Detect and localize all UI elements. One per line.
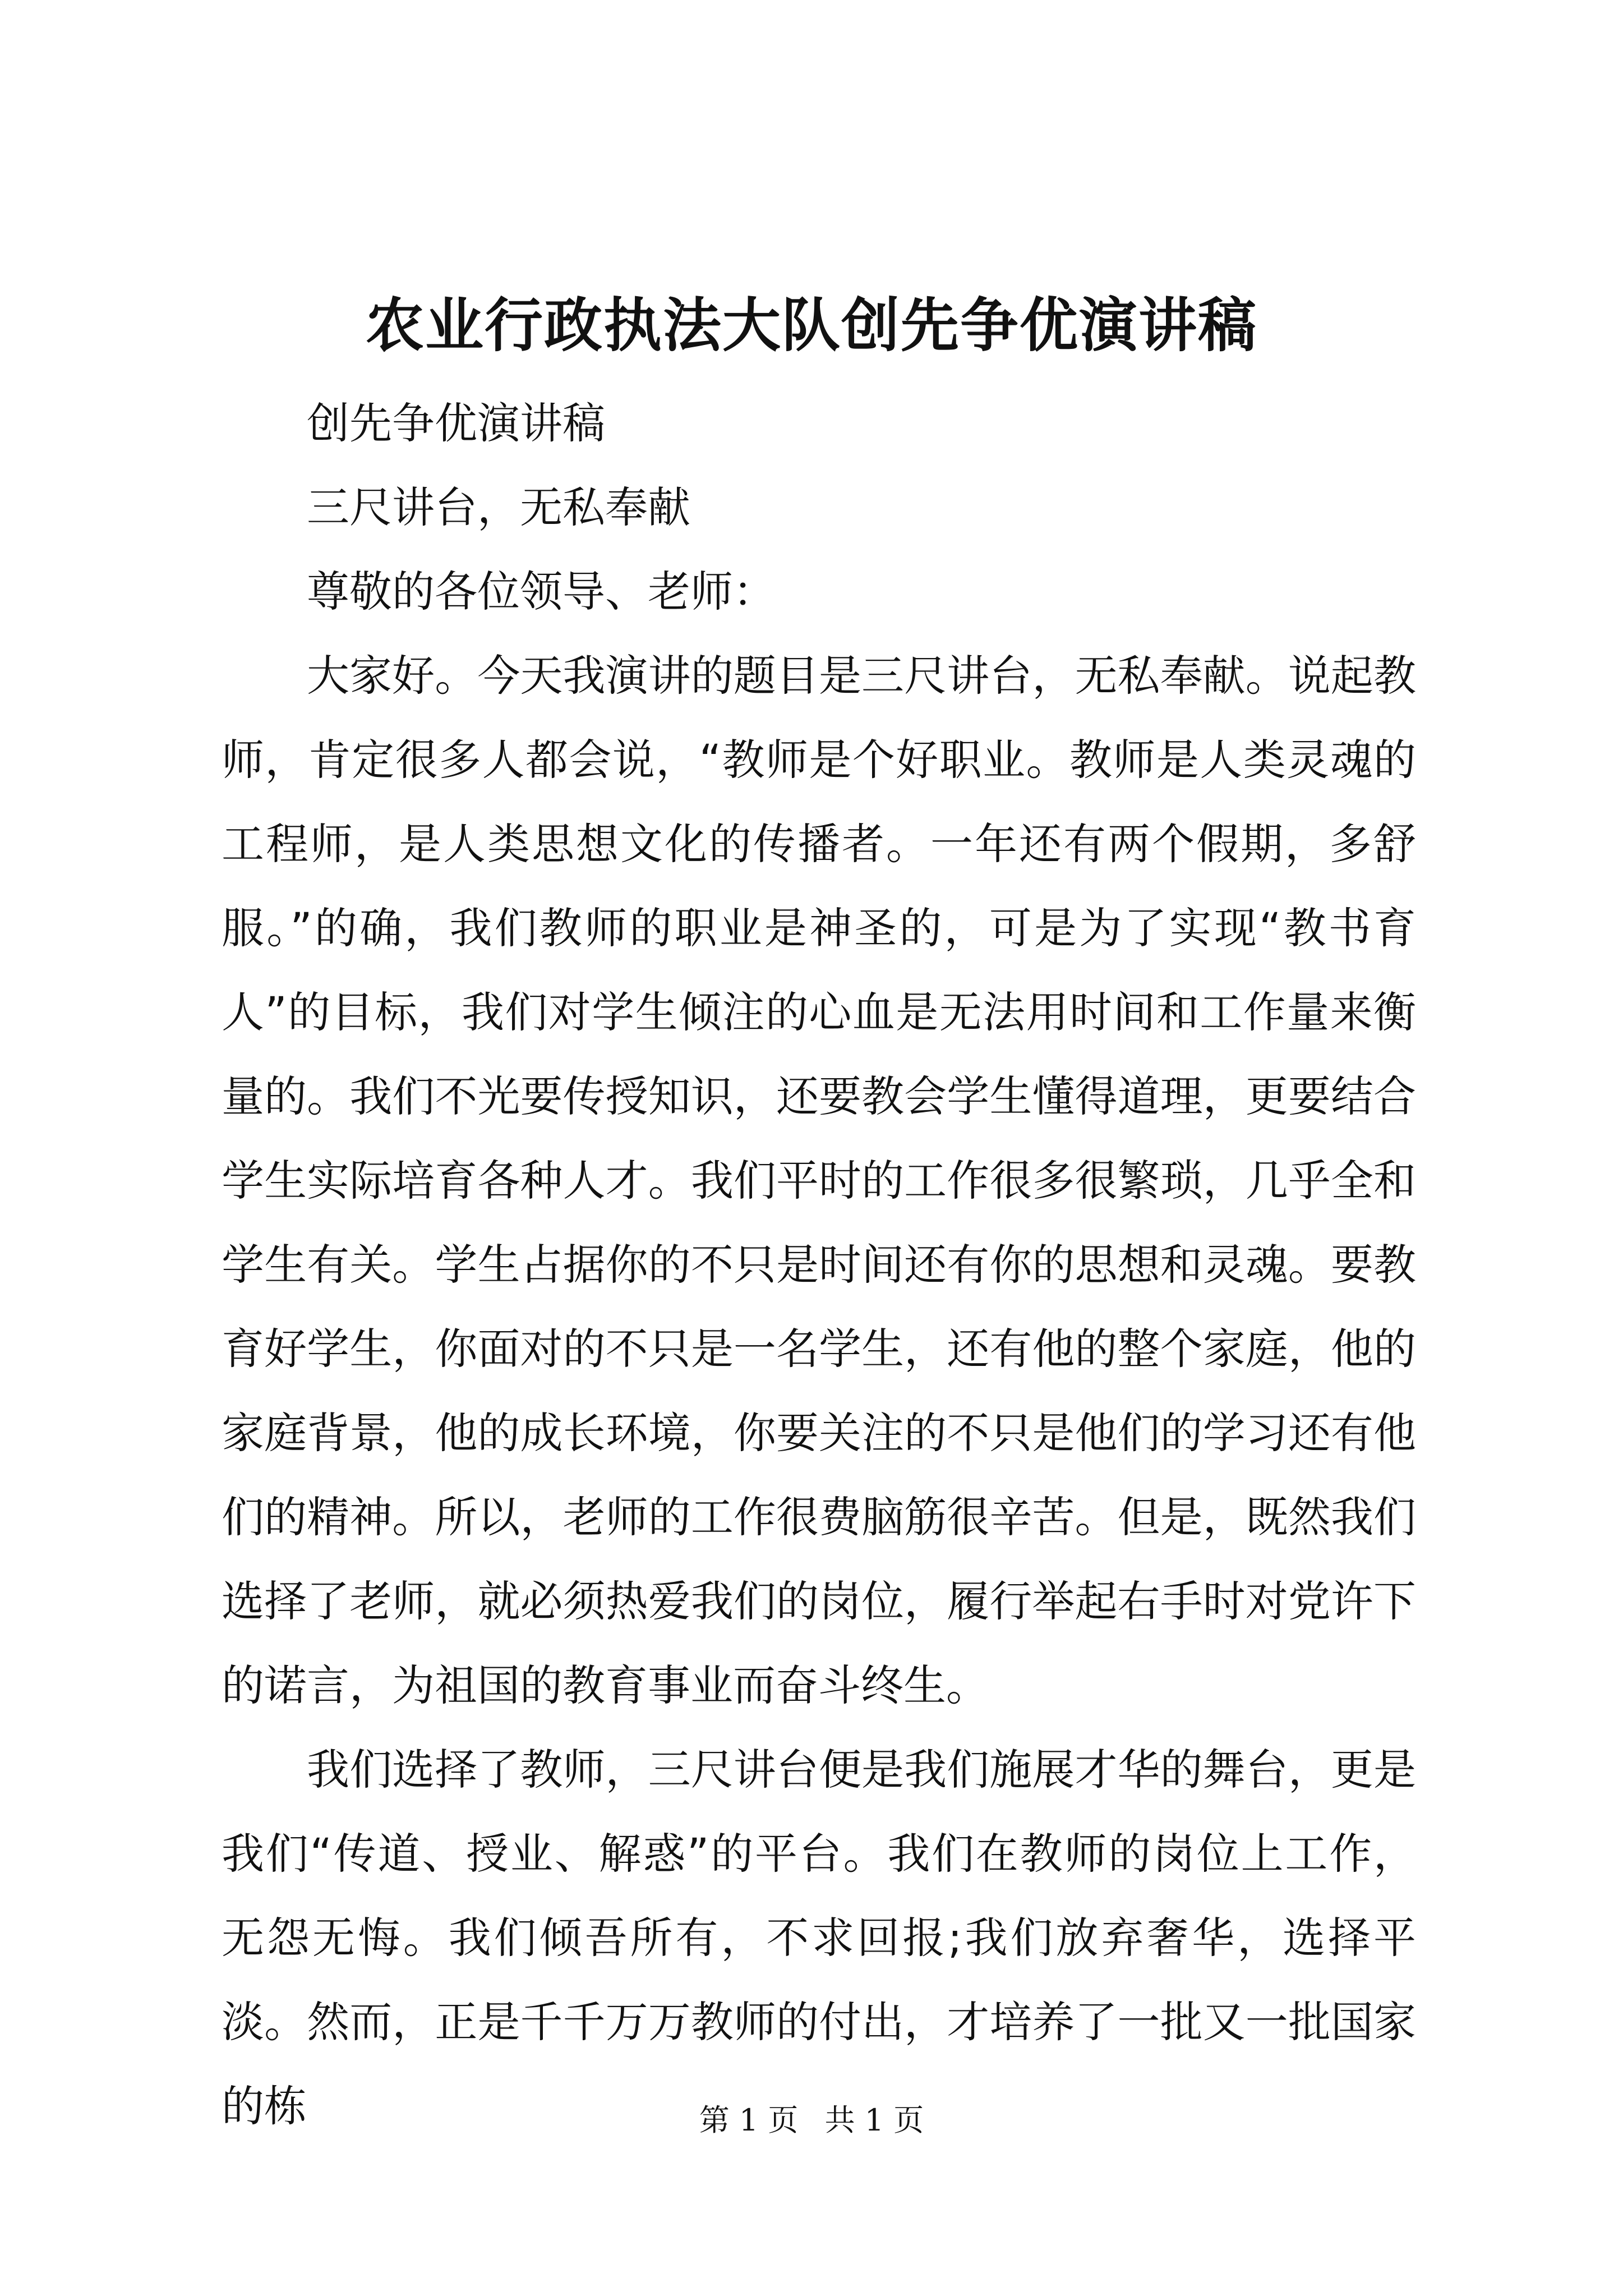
paragraph-salutation: 尊敬的各位领导、老师： [307, 567, 776, 616]
page-footer [0, 2101, 1623, 2140]
document-body [222, 381, 1416, 2148]
paragraph-body-2: 我们选择了教师，三尺讲台便是我们施展才华的舞台，更是我们“传道、授业、解惑”的平台。我们在教师的岗位上工作，无怨无悔。我们倾吾所有，不求回报;我们放弃奢华，选择平淡。然而，正是千千万万教师的付出，才培养了一批又一批国家的栋 [222, 1745, 1416, 2131]
page-number: 第 1 页 [699, 2102, 799, 2138]
paragraph-subtitle: 创先争优演讲稿 [307, 398, 605, 448]
document-title: 农业行政执法大队创先争优演讲稿 [365, 291, 1257, 360]
paragraph-topic: 三尺讲台，无私奉献 [307, 482, 690, 532]
paragraph-body-1: 大家好。今天我演讲的题目是三尺讲台，无私奉献。说起教师，肯定很多人都会说，“教师是个好职业。教师是人类灵魂的工程师，是人类思想文化的传播者。一年还有两个假期，多舒服。”的确，我们教师的职业是神圣的，可是为了实现“教书育人”的目标，我们对学生倾注的心血是无法用时间和工作量来衡量的。我们不光要传授知识，还要教会学生懂得道理，更要结合学生实际培育各种人才。我们平时的工作很多很繁琐，几乎全和学生有关。学生占据你的不只是时间还有你的思想和灵魂。要教育好学生，你面对的不只是一名学生，还有他的整个家庭，他的家庭背景，他的成长环境，你要关注的不只是他们的学习还有他们的精神。所以，老师的工作很费脑筋很辛苦。但是，既然我们选择了老师，就必须热爱我们的岗位，履行举起右手时对党许下的诺言，为祖国的教育事业而奋斗终生。 [222, 651, 1416, 1710]
page-total: 共 1 页 [824, 2102, 924, 2138]
